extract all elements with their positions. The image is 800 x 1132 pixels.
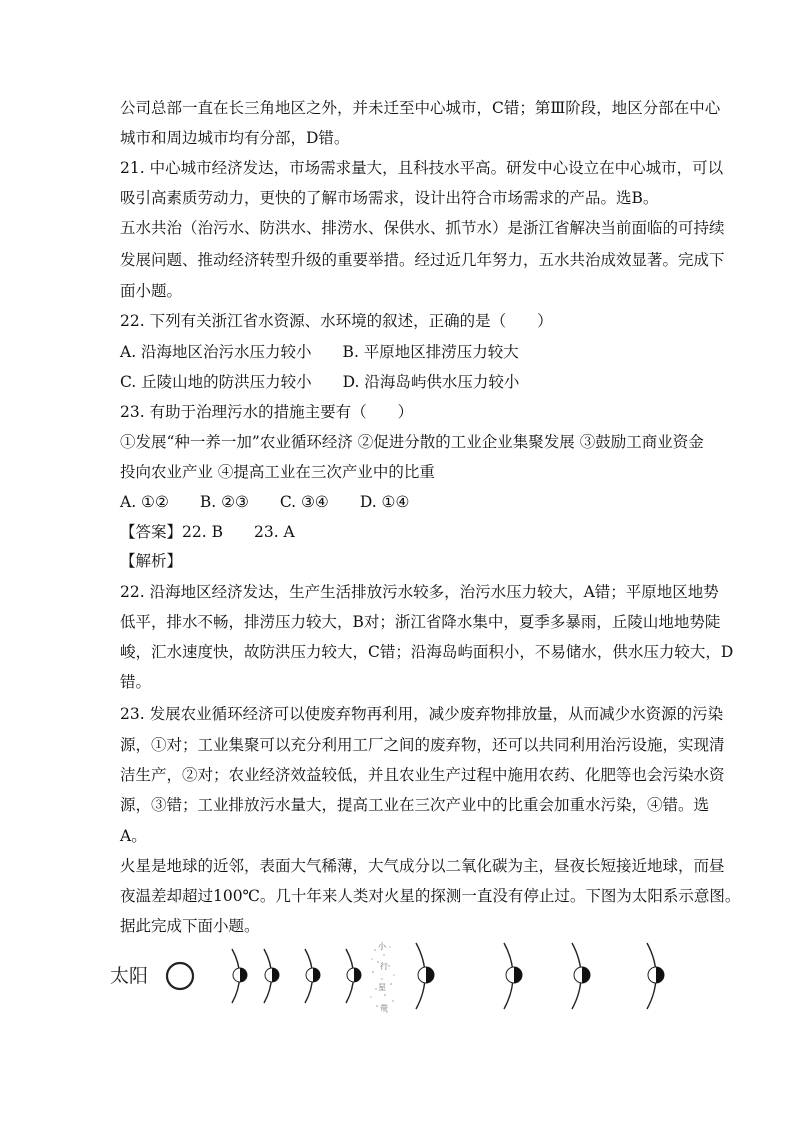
text-line: 据此完成下面小题。 (120, 917, 260, 935)
text-line: 城市和周边城市均有分部，D错。 (120, 129, 350, 147)
planets (233, 967, 664, 983)
svg-text:带: 带 (380, 1004, 388, 1013)
planet-icon (347, 968, 361, 982)
text-line: 吸引高素质劳动力，更快的了解市场需求，设计出符合市场需求的产品。选B。 (120, 189, 659, 207)
text-line: 面小题。 (120, 282, 183, 300)
sun-label: 太阳 (110, 965, 149, 987)
options-line: C. 丘陵山地的防洪压力较小 D. 沿海岛屿供水压力较小 (120, 373, 520, 391)
text-line: 错。 (120, 673, 152, 691)
text-line: 五水共治（治污水、防洪水、排涝水、保供水、抓节水）是浙江省解决当前面临的可持续 (120, 219, 725, 237)
asteroid-belt (370, 946, 394, 1012)
text-line: 低平，排水不畅，排涝压力较大，B对；浙江省降水集中，夏季多暴雨，丘陵山地地势陡 (120, 613, 721, 631)
planet-icon (574, 967, 590, 983)
text-line: 洁生产，②对；农业经济效益较低，并且农业生产过程中施用农药、化肥等也会污染水资 (120, 766, 725, 784)
svg-text:小: 小 (378, 942, 386, 951)
svg-text:星: 星 (378, 983, 386, 992)
svg-text:行: 行 (380, 962, 388, 971)
solar-system-diagram (110, 935, 690, 1035)
analysis-heading: 【解析】 (120, 552, 183, 570)
text-line: 公司总部一直在长三角地区之外，并未迁至中心城市，C错；第Ⅲ阶段，地区分部在中心 (120, 99, 721, 117)
text-line: 22. 沿海地区经济发达，生产生活排放污水较多，治污水压力较大，A错；平原地区地势 (120, 583, 719, 601)
question-22: 22. 下列有关浙江省水资源、水环境的叙述，正确的是（ ） (120, 312, 553, 330)
answer-line: 【答案】22. B 23. A (120, 523, 295, 541)
options-line: A. 沿海地区治污水压力较小 B. 平原地区排涝压力较大 (120, 343, 519, 361)
asteroid-belt-label (378, 941, 388, 1013)
text-line: 发展问题、推动经济转型升级的重要举措。经过近几年努力，五水共治成效显著。完成下 (120, 251, 725, 269)
planet-icon (306, 968, 320, 982)
text-line: 23. 发展农业循环经济可以使废弃物再利用，减少废弃物排放量，从而减少水资源的污染 (120, 705, 724, 723)
planet-icon (265, 968, 279, 982)
planet-icon (506, 967, 522, 983)
planet-icon (233, 968, 247, 982)
options-line: A. ①② B. ②③ C. ③④ D. ①④ (120, 493, 410, 511)
text-line: 21. 中心城市经济发达，市场需求量大，且科技水平高。研发中心设立在中心城市，可以 (120, 159, 724, 177)
text-line: 投向农业产业 ④提高工业在三次产业中的比重 (120, 463, 435, 481)
text-line: 源，①对；工业集聚可以充分利用工厂之间的废弃物，还可以共同利用治污设施，实现清 (120, 736, 725, 754)
text-line: 夜温差却超过100℃。几十年来人类对火星的探测一直没有停止过。下图为太阳系示意图。 (120, 887, 741, 905)
question-23: 23. 有助于治理污水的措施主要有（ ） (120, 403, 414, 421)
planet-icon (648, 967, 664, 983)
sun-icon (167, 963, 193, 989)
text-line: 火星是地球的近邻，表面大气稀薄，大气成分以二氧化碳为主，昼夜长短接近地球，而昼 (120, 857, 725, 875)
text-line: 峻，汇水速度快，故防洪压力较大，C错；沿海岛屿面积小，不易储水，供水压力较大，D (120, 643, 734, 661)
text-line: 源，③错；工业排放污水量大，提高工业在三次产业中的比重会加重水污染，④错。选 (120, 796, 710, 814)
orbits (232, 943, 656, 1009)
text-line: ①发展“种一养一加”农业循环经济 ②促进分散的工业企业集聚发展 ③鼓励工商业资金 (120, 433, 704, 451)
text-line: A。 (120, 827, 147, 845)
planet-icon (418, 967, 434, 983)
